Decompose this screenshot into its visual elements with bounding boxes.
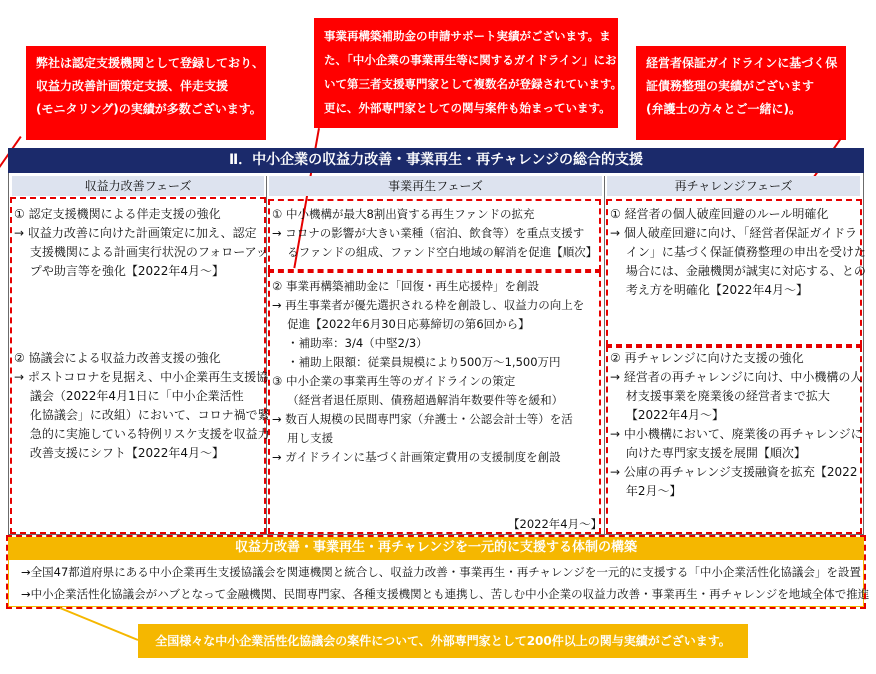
text-line: → 公庫の再チャレンジ支援融資を拡充【2022	[610, 465, 858, 479]
text-line: ② 協議会による収益力改善支援の強化	[14, 351, 221, 365]
text-line: 向けた専門家支援を展開【順次】	[610, 446, 806, 460]
text-line: 材支援事業を廃業後の経営者まで拡大	[610, 389, 830, 403]
revitalization-item-1	[272, 205, 597, 262]
callout-left	[26, 46, 266, 140]
text-line: るファンドの組成、ファンド空白地域の解消を促進【順次】	[272, 245, 598, 259]
text-line: 急的に実施している特例リスケ支援を収益力	[14, 427, 270, 441]
text-line: プや助言等を強化【2022年4月～】	[14, 264, 224, 278]
text-line: 改善支援にシフト【2022年4月～】	[14, 446, 224, 460]
text-line: → コロナの影響が大きい業種（宿泊、飲食等）を重点支援す	[272, 226, 585, 240]
revitalization-item-2-date: 【2022年4月～】	[508, 517, 603, 531]
text-line: ・補助上限額：従業員規模により500万～1,500万円	[272, 355, 561, 369]
text-line: → 個人破産回避に向け、「経営者保証ガイドラ	[610, 226, 858, 240]
text-line: 促進【2022年6月30日応募締切の第6回から】	[272, 317, 530, 331]
text-line: → 数百人規模の民間専門家（弁護士・公認会計士等）を活	[272, 412, 573, 426]
text-line: → ポストコロナを見据え、中小企業再生支援協	[14, 370, 269, 384]
text-line: ② 再チャレンジに向けた支援の強化	[610, 351, 804, 365]
text-line: 場合には、金融機関が誠実に対応する、との	[610, 264, 866, 278]
revenue-item-2	[14, 349, 270, 463]
revenue-item-1	[14, 205, 268, 281]
text-line: ① 経営者の個人破産回避のルール明確化	[610, 207, 829, 221]
text-line: 支援機関による計画実行状況のフォローアッ	[14, 245, 268, 259]
text-line: 年2月～】	[610, 484, 682, 498]
support-system-title: 収益力改善・事業再生・再チャレンジを一元的に支援する体制の構築	[8, 537, 864, 559]
phase-header-rechallenge: 再チャレンジフェーズ	[607, 176, 860, 196]
text-line: → 収益力改善に向けた計画策定に加え、認定	[14, 226, 257, 240]
callout-right-line: 経営者保証ガイドラインに基づく保	[646, 56, 838, 70]
highlight-bottom	[6, 535, 866, 609]
callout-left-line: (モニタリング)の実績が多数ございます。	[36, 102, 262, 116]
text-line: ① 中小機構が最大8割出資する再生ファンドの拡充	[272, 207, 535, 221]
revitalization-item-2	[272, 277, 584, 467]
support-system-line-1: →全国47都道府県にある中小企業再生支援協議会を関連機関と統合し、収益力改善・事業再生・再チャレンジを一元的に支援する「中小企業活性化協議会」を設置	[21, 565, 861, 579]
text-line: → ガイドラインに基づく計画策定費用の支援制度を創設	[272, 450, 561, 464]
callout-center-line: た、「中小企業の事業再生等に関するガイドライン」にお	[324, 53, 617, 67]
support-system-line-2: →中小企業活性化協議会がハブとなって金融機関、民間専門家、各種支援機関とも連携し、苦しむ中小企業の収益力改善・事業再生・再チャレンジを地域全体で推進	[21, 587, 870, 601]
text-line: 用し支援	[272, 431, 334, 445]
text-line: → 経営者の再チャレンジに向け、中小機構の人	[610, 370, 863, 384]
page-title: Ⅱ．中小企業の収益力改善・事業再生・再チャレンジの総合的支援	[8, 148, 864, 173]
text-line: ③ 中小企業の事業再生等のガイドラインの策定	[272, 374, 516, 388]
phase-header-revitalization: 事業再生フェーズ	[269, 176, 602, 196]
text-line: → 中小機構において、廃業後の再チャレンジに	[610, 427, 863, 441]
text-line: イン」に基づく保証債務整理の申出を受けた	[610, 245, 866, 259]
callout-left-line: 収益力改善計画策定支援、伴走支援	[36, 79, 229, 93]
text-line: （経営者退任原則、債務超過解消年数要件等を緩和）	[272, 393, 564, 407]
rechallenge-item-2	[610, 349, 863, 501]
text-line: 化協議会」に改組）において、コロナ禍で緊	[14, 408, 270, 422]
text-line: → 再生事業者が優先選択される枠を創設し、収益力の向上を	[272, 298, 585, 312]
text-line: ① 認定支援機関による伴走支援の強化	[14, 207, 221, 221]
callout-center-line: 更に、外部専門家としての関与案件も始まっています。	[324, 101, 611, 115]
column-divider-right	[604, 176, 605, 534]
text-line: 議会（2022年4月1日に「中小企業活性	[14, 389, 244, 403]
callout-bottom: 全国様々な中小企業活性化協議会の案件について、外部専門家として200件以上の関与実績がございます。	[138, 624, 748, 658]
text-line: ② 事業再構築補助金に「回復・再生応援枠」を創設	[272, 279, 539, 293]
callout-left-line: 弊社は認定支援機関として登録しており、	[36, 56, 265, 70]
text-line: 考え方を明確化【2022年4月～】	[610, 283, 808, 297]
callout-right-line: 証債務整理の実績がございます	[646, 79, 815, 93]
callout-right	[636, 46, 846, 140]
callout-center-line: いて第三者支援専門家として複数名が登録されています。	[324, 77, 623, 91]
text-line: ・補助率：3/4（中堅2/3）	[272, 336, 428, 350]
rechallenge-item-1	[610, 205, 866, 300]
callout-center-line: 事業再構築補助金の申請サポート実績がございます。ま	[324, 29, 611, 43]
callout-center	[314, 18, 623, 128]
phase-header-revenue: 収益力改善フェーズ	[12, 176, 264, 196]
callout-right-line: (弁護士の方々とご一緒に)。	[646, 102, 801, 116]
text-line: 【2022年4月～】	[610, 408, 724, 422]
